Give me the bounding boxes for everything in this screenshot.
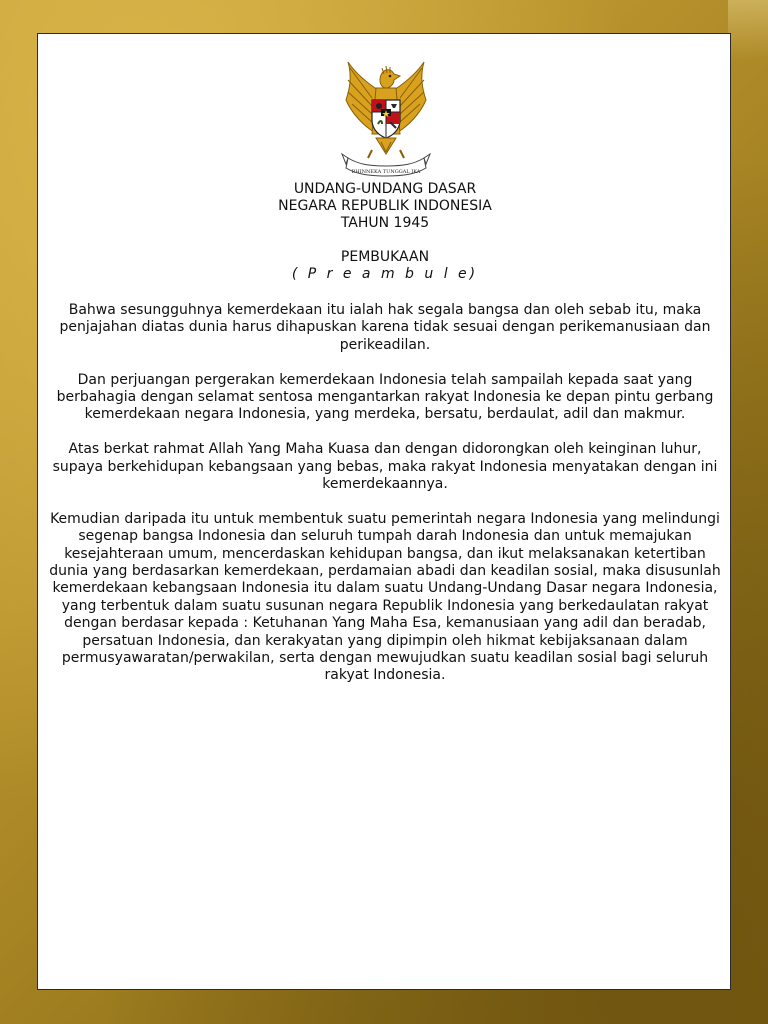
paragraph-3: Atas berkat rahmat Allah Yang Maha Kuasa dan dengan didorongkan oleh keinginan luhur, supaya berkehidupan kebangsaan yang bebas, maka rakyat Indonesia menyatakan dengan ini kemerdekaannya. [52, 441, 718, 493]
document-heading [38, 181, 732, 283]
background-highlight [728, 0, 768, 60]
section-title: PEMBUKAAN [340, 249, 430, 265]
paragraph-2: Dan perjuangan pergerakan kemerdekaan Indonesia telah sampailah kepada saat yang berbahagia dengan selamat sentosa mengantarkan rakyat Indonesia ke depan pintu gerbang kemerdekaan negara Indonesia, yang merdeka, bersatu, berdaulat, adil dan makmur. [56, 371, 714, 423]
paragraph-1: Bahwa sesungguhnya kemerdekaan itu ialah hak segala bangsa dan oleh sebab itu, maka penjajahan diatas dunia harus dihapuskan karena tidak sesuai dengan perikemanusiaan dan perikeadilan. [59, 302, 711, 353]
title-line-3: TAHUN 1945 [340, 215, 430, 231]
paragraph-4: Kemudian daripada itu untuk membentuk suatu pemerintah negara Indonesia yang melindungi segenap bangsa Indonesia dan seluruh tumpah darah Indonesia dan untuk memajukan kesejahteraan umum, mencerdaskan kehidupan bangsa, dan ikut melaksanakan ketertiban dunia yang berdasarkan kemerdekaan, perdamaian abadi dan keadilan sosial, maka disusunlah kemerdekaan kebangsaan Indonesia itu dalam suatu Undang-Undang Dasar negara Indonesia, yang terbentuk dalam suatu susunan negara Republik Indonesia yang berkedaulatan rakyat dengan berdasar kepada : Ketuhanan Yang Maha Esa, kemanusiaan yang adil dan beradab, persatuan Indonesia, dan kerakyatan yang dipimpin oleh hikmat kebijaksanaan dalam permusyawaratan/perwakilan, serta dengan mewujudkan suatu keadilan sosial bagi seluruh rakyat Indonesia. [49, 510, 721, 684]
section-subtitle: ( P r e a m b u l e) [291, 266, 479, 282]
preamble-body [48, 302, 722, 702]
garuda-pancasila-emblem-icon [338, 54, 434, 182]
title-line-1: UNDANG-UNDANG DASAR [293, 181, 477, 197]
title-line-2: NEGARA REPUBLIK INDONESIA [278, 198, 492, 214]
emblem-motto: BHINNEKA TUNGGAL IKA [351, 169, 421, 175]
document-page [37, 33, 731, 990]
